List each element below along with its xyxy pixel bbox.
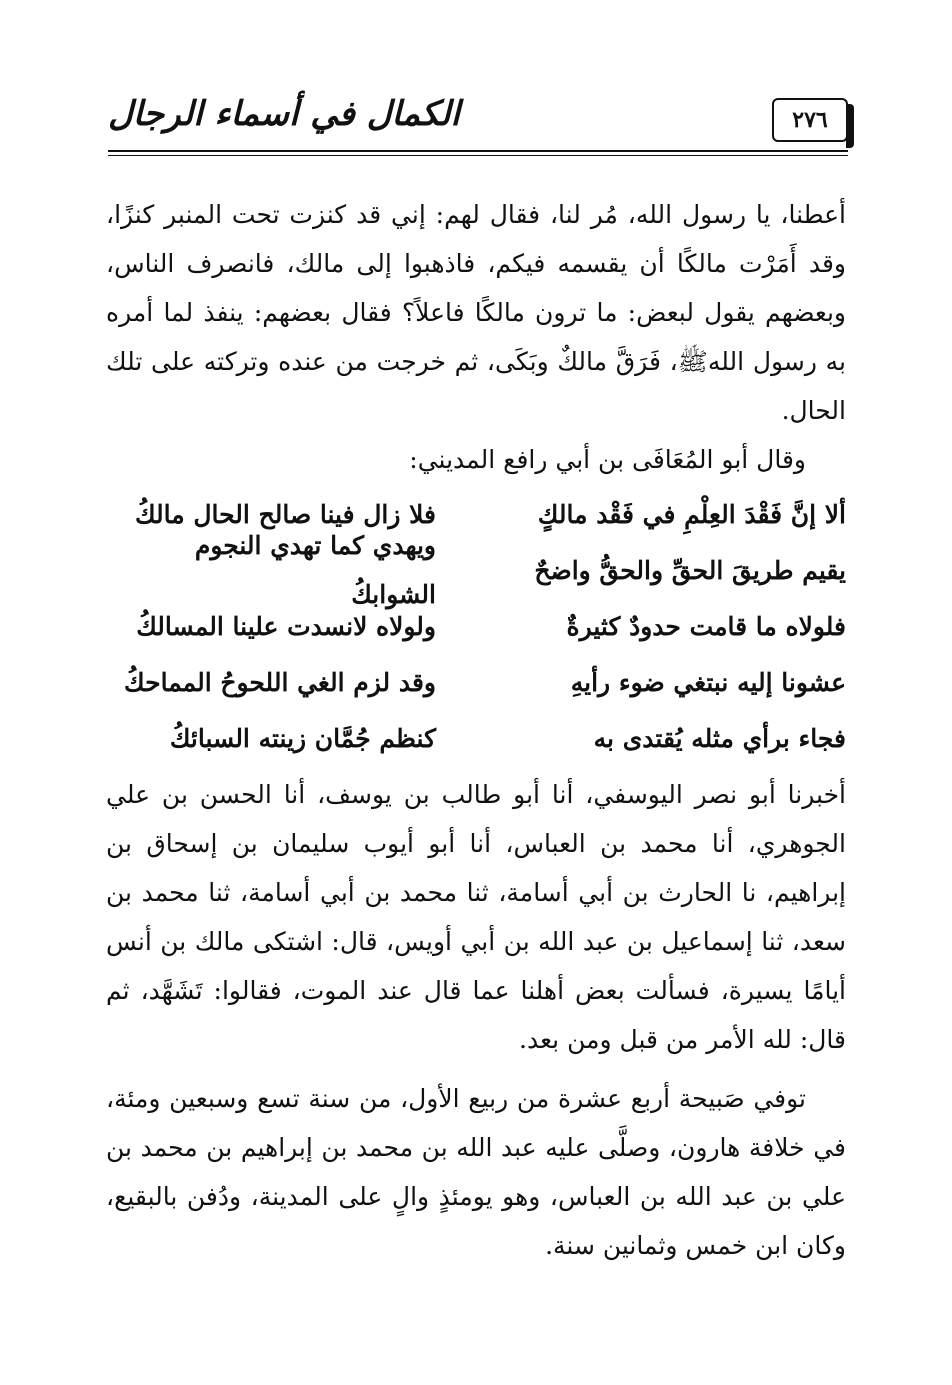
poem-verse bbox=[106, 531, 846, 609]
header-rule bbox=[108, 150, 848, 152]
page-header bbox=[108, 92, 848, 162]
page-body bbox=[106, 190, 846, 1270]
verse-first-hemistich: عشونا إليه نبتغي ضوء رأيهِ bbox=[570, 667, 846, 697]
verse-second-hemistich: وقد لزم الغي اللحوحُ المماحكُ bbox=[124, 667, 436, 697]
verse-first-hemistich: فجاء برأي مثله يُقتدى به bbox=[593, 723, 846, 753]
verse-first-hemistich: يقيم طريقَ الحقِّ والحقُّ واضحٌ bbox=[534, 555, 846, 585]
verse-second-hemistich: ولولاه لانسدت علينا المسالكُ bbox=[136, 611, 436, 641]
header-rule-thin bbox=[108, 155, 848, 156]
poem-verse bbox=[106, 710, 846, 766]
poem-intro: وقال أبو المُعَافَى بن أبي رافع المديني: bbox=[409, 445, 806, 474]
paragraph: أخبرنا أبو نصر اليوسفي، أنا أبو طالب بن يوسف، أنا الحسن بن علي الجوهري، أنا محمد بن العباس، أنا أبو أيوب سليمان بن إسحاق بن إبراهيم، نا الحارث بن أبي أسامة، ثنا محمد بن أبي أسامة، ثنا محمد بن سعد، ثنا إسماعيل بن عبد الله بن أبي أويس، قال: اشتكى مالك بن أنس أيامًا يسيرة، فسألت بعض أهلنا عما قال عند الموت، فقالوا: تَشَهَّد، ثم قال: لله الأمر من قبل ومن بعد. bbox=[106, 780, 846, 1054]
poem-verse bbox=[106, 654, 846, 710]
verse-second-hemistich: ويهدي كما تهدي النجوم الشوابكُ bbox=[194, 531, 436, 609]
verse-second-hemistich: فلا زال فينا صالح الحال مالكُ bbox=[134, 499, 436, 529]
poem-verse bbox=[106, 598, 846, 654]
page-number: ٢٧٦ bbox=[772, 98, 848, 142]
paragraph: أعطنا، يا رسول الله، مُر لنا، فقال لهم: إني قد كنزت تحت المنبر كنزًا، وقد أَمَرْت مالكًا أن يقسمه فيكم، فاذهبوا إلى مالك، فانصرف الناس، وبعضهم يقول لبعض: ما ترون مالكًا فاعلاً؟ فقال بعضهم: ينفذ لما أمره به رسول اللهﷺ، فَرَقَّ مالكٌ وبَكَى، ثم خرجت من عنده وتركته على تلك الحال. bbox=[106, 200, 846, 425]
verse-first-hemistich: ألا إنَّ فَقْدَ العِلْمِ في فَقْد مالكٍ bbox=[537, 499, 846, 529]
verse-first-hemistich: فلولاه ما قامت حدودٌ كثيرةٌ bbox=[566, 611, 846, 641]
verse-second-hemistich: كنظم جُمَّان زينته السبائكُ bbox=[169, 723, 436, 753]
poem bbox=[106, 486, 846, 766]
running-title: الكمال في أسماء الرجال bbox=[108, 94, 460, 134]
paragraph: توفي صَبيحة أربع عشرة من ربيع الأول، من سنة تسع وسبعين ومئة، في خلافة هارون، وصلَّى عليه عبد الله بن محمد بن إبراهيم بن محمد بن علي بن عبد الله بن العباس، وهو يومئذٍ والٍ على المدينة، ودُفن بالبقيع، وكان ابن خمس وثمانين سنة. bbox=[106, 1084, 846, 1260]
